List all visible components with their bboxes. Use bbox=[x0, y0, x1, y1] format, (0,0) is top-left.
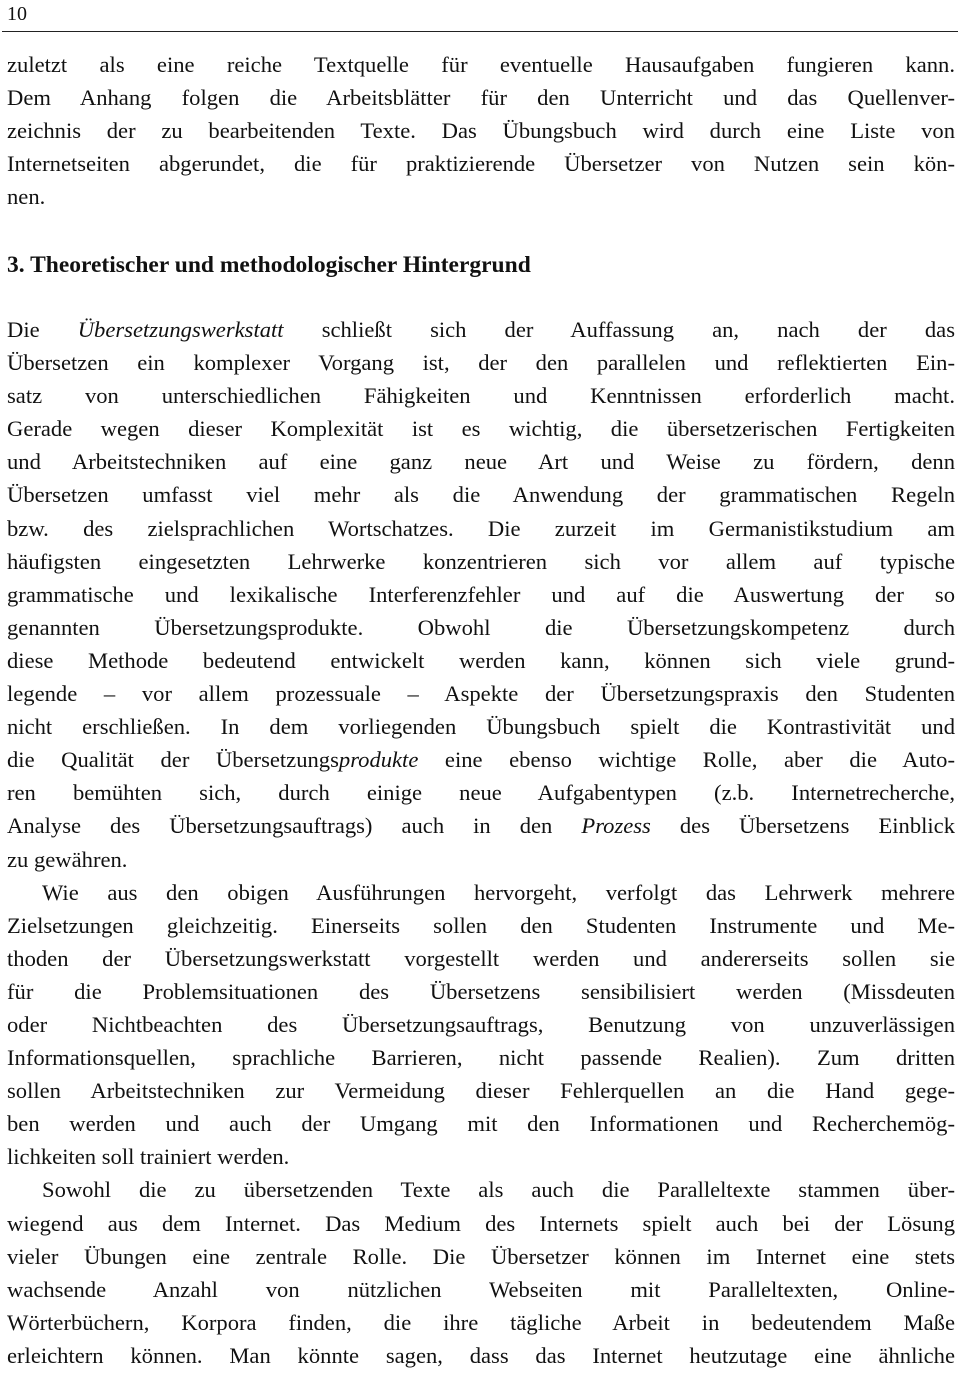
text-line: vieler Übungen eine zentrale Rolle. Die Übersetzer können im Internet eine stets bbox=[7, 1243, 955, 1269]
text-line: Wie aus den obigen Ausführungen hervorgeht, verfolgt das Lehrwerk mehrere bbox=[42, 879, 955, 905]
text-line: Übersetzen umfasst viel mehr als die Anwendung der grammatischen Regeln bbox=[7, 482, 955, 508]
text-line: zuletzt als eine reiche Textquelle für eventuelle Hausaufgaben fungieren kann. bbox=[7, 52, 955, 77]
text-line: Dem Anhang folgen die Arbeitsblätter für den Unterricht und das Quellenver- bbox=[7, 85, 955, 111]
text-line: lichkeiten soll trainiert werden. bbox=[7, 1144, 290, 1170]
text-run: des Übersetzens Einblick bbox=[650, 813, 955, 839]
text-line: wiegend aus dem Internet. Das Medium des Internets spielt auch bei der Lösung bbox=[7, 1210, 955, 1236]
text-run: Analyse des Übersetzungsauftrags) auch in den bbox=[7, 813, 582, 839]
text-line: diese Methode bedeutend entwickelt werden kann, können sich viele grund- bbox=[7, 647, 955, 673]
text-line: häufigsten eingesetzten Lehrwerke konzentrieren sich vor allem auf typische bbox=[7, 548, 955, 574]
body-text bbox=[7, 313, 955, 1372]
text-line: zu gewähren. bbox=[7, 846, 128, 872]
text-line: zeichnis der zu bearbeitenden Texte. Das Übungsbuch wird durch eine Liste von bbox=[7, 118, 955, 144]
text-line: legende – vor allem prozessuale – Aspekte der Übersetzungspraxis den Studenten bbox=[7, 681, 955, 707]
text-line: Zielsetzungen gleichzeitig. Einerseits sollen den Studenten Instrumente und Me- bbox=[7, 912, 955, 938]
text-line: genannten Übersetzungsprodukte. Obwohl die Übersetzungskompetenz durch bbox=[7, 614, 955, 640]
text-line: Übersetzen ein komplexer Vorgang ist, der den parallelen und reflektierten Ein- bbox=[7, 350, 955, 376]
text-line: grammatische und lexikalische Interferenzfehler und auf die Auswertung der so bbox=[7, 581, 955, 607]
text-line: nen. bbox=[7, 184, 46, 210]
text-line: nicht erschließen. In dem vorliegenden Übungsbuch spielt die Kontrastivität und bbox=[7, 714, 955, 740]
text-line: ben werden und auch der Umgang mit den Informationen und Recherchemög- bbox=[7, 1111, 955, 1137]
text-line: Internetseiten abgerundet, die für praktizierende Übersetzer von Nutzen sein kön- bbox=[7, 151, 955, 177]
text-line bbox=[7, 809, 955, 842]
text-run: die Qualität der Übersetzungs bbox=[7, 747, 339, 773]
italic-term: Übersetzungswerkstatt bbox=[77, 317, 284, 342]
text-line: wachsende Anzahl von nützlichen Webseiten mit Paralleltexten, Online- bbox=[7, 1276, 955, 1302]
text-line: Informationsquellen, sprachliche Barrieren, nicht passende Realien). Zum dritten bbox=[7, 1045, 955, 1071]
text-run: Die bbox=[7, 317, 78, 342]
text-line: thoden der Übersetzungswerkstatt vorgestellt werden und andererseits sollen sie bbox=[7, 945, 955, 971]
text-line: Sowohl die zu übersetzenden Texte als auch die Paralleltexte stammen über- bbox=[42, 1177, 955, 1203]
text-line bbox=[7, 313, 955, 346]
intro-paragraph bbox=[7, 48, 955, 213]
header-rule bbox=[2, 31, 958, 32]
text-line: und Arbeitstechniken auf eine ganz neue Art und Weise zu fördern, denn bbox=[7, 449, 955, 475]
text-line: oder Nichtbeachten des Übersetzungsauftrags, Benutzung von unzuverlässigen bbox=[7, 1011, 955, 1037]
text-run: eine ebenso wichtige Rolle, aber die Auto- bbox=[418, 747, 955, 773]
text-line bbox=[7, 743, 955, 776]
text-line: für die Problemsituationen des Übersetzens sensibilisiert werden (Missdeuten bbox=[7, 978, 955, 1004]
text-line: Gerade wegen dieser Komplexität ist es wichtig, die übersetzerischen Fertigkeiten bbox=[7, 416, 955, 442]
text-line: ren bemühten sich, durch einige neue Aufgabentypen (z.b. Internetrecherche, bbox=[7, 780, 955, 806]
text-line: Wörterbüchern, Korpora finden, die ihre tägliche Arbeit in bedeutendem Maße bbox=[7, 1309, 955, 1335]
text-line: bzw. des zielsprachlichen Wortschatzes. Die zurzeit im Germanistikstudium am bbox=[7, 515, 955, 541]
italic-term: produkte bbox=[338, 747, 419, 773]
italic-term: Prozess bbox=[581, 813, 651, 839]
section-heading: 3. Theoretischer und methodologischer Hintergrund bbox=[7, 252, 531, 278]
text-line: erleichtern können. Man könnte sagen, dass das Internet heutzutage eine ähnliche bbox=[7, 1342, 955, 1368]
text-line: satz von unterschiedlichen Fähigkeiten und Kenntnissen erforderlich macht. bbox=[7, 383, 955, 409]
text-run: schließt sich der Auffassung an, nach der das bbox=[283, 317, 955, 342]
page-number: 10 bbox=[7, 3, 27, 25]
text-line: sollen Arbeitstechniken zur Vermeidung dieser Fehlerquellen an die Hand gege- bbox=[7, 1078, 955, 1104]
